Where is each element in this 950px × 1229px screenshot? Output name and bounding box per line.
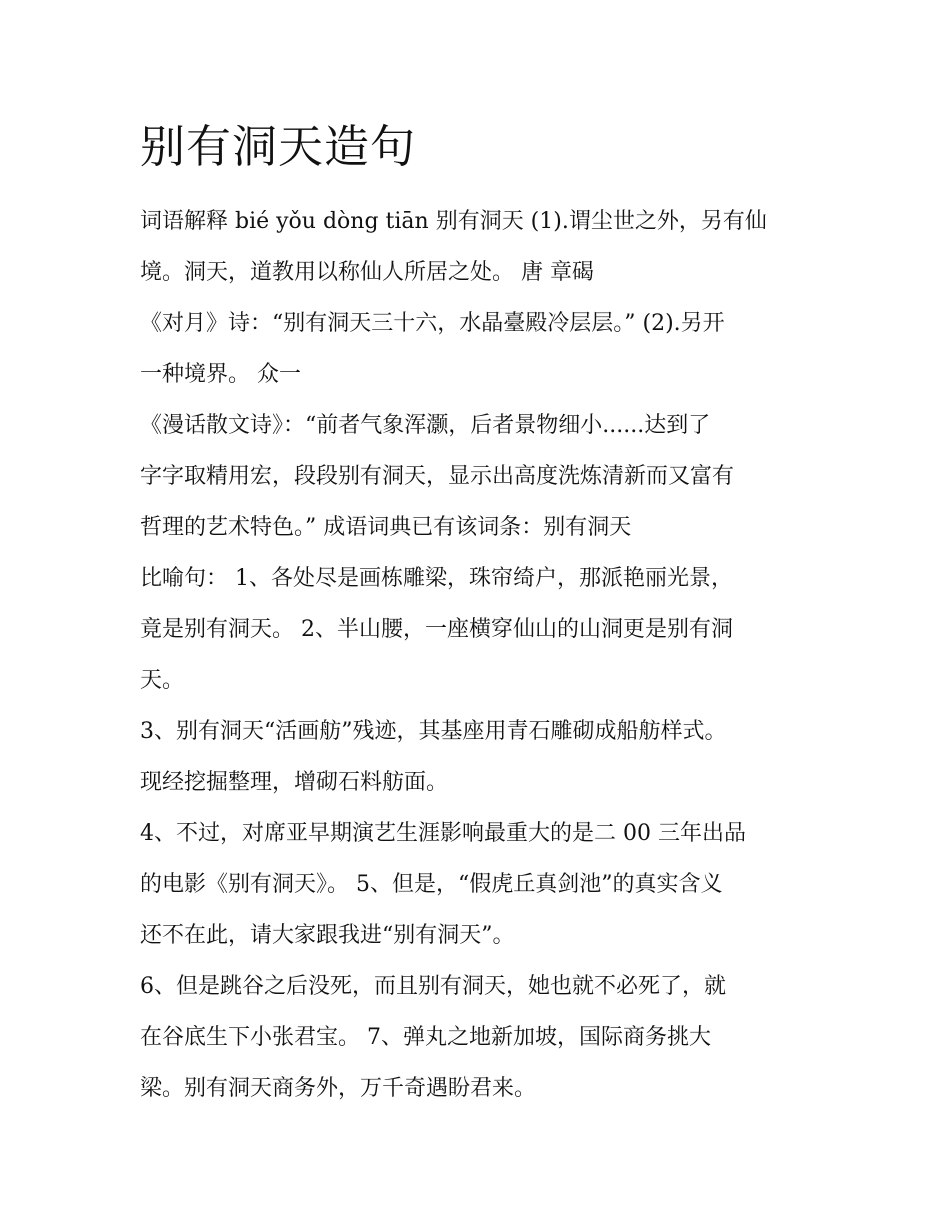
text-line: 3、别有洞天“活画舫”残迹，其基座用青石雕砌成船舫样式。 [140,719,727,744]
text-line: 梁。别有洞天商务外，万千奇遇盼君来。 [140,1076,537,1101]
text-line: 一种境界。 众一 [140,362,301,387]
text-line: 哲理的艺术特色。” 成语词典已有该词条：别有洞天 [140,515,632,540]
text-line: 天。 [140,668,185,693]
text-line: 比喻句： 1、各处尽是画栋雕梁，珠帘绮户，那派艳丽光景， [140,566,733,591]
text-line: 的电影《别有洞天》。 5、但是，“假虎丘真剑池”的真实含义 [140,872,723,897]
document-body [140,196,820,1114]
text-line: 现经挖掘整理，增砌石料舫面。 [140,770,449,795]
text-line: 《漫话散文诗》：“前者气象浑灏，后者景物细小......达到了 [140,413,711,438]
text-line: 4、不过，对席亚早期演艺生涯影响最重大的是二 00 三年出品 [140,821,746,846]
text-line: 在谷底生下小张君宝。 7、弹丸之地新加坡，国际商务挑大 [140,1025,711,1050]
text-line: 还不在此，请大家跟我进“别有洞天”。 [140,923,515,948]
text-line: 竟是别有洞天。 2、半山腰，一座横穿仙山的山洞更是别有洞 [140,617,733,642]
text-line: 境。洞天，道教用以称仙人所居之处。 唐 章碣 [140,260,594,285]
text-line: 6、但是跳谷之后没死，而且别有洞天，她也就不必死了，就 [140,974,726,999]
text-line: 字字取精用宏，段段别有洞天，显示出高度洗炼清新而又富有 [140,464,735,489]
text-line: 《对月》诗：“别有洞天三十六，水晶臺殿冷层层。” (2).另开 [140,311,725,336]
page-title: 别有洞天造句 [140,120,417,173]
text-line: 词语解释 bié yǒu dòng tiān 别有洞天 (1).谓尘世之外，另有仙 [140,209,767,234]
